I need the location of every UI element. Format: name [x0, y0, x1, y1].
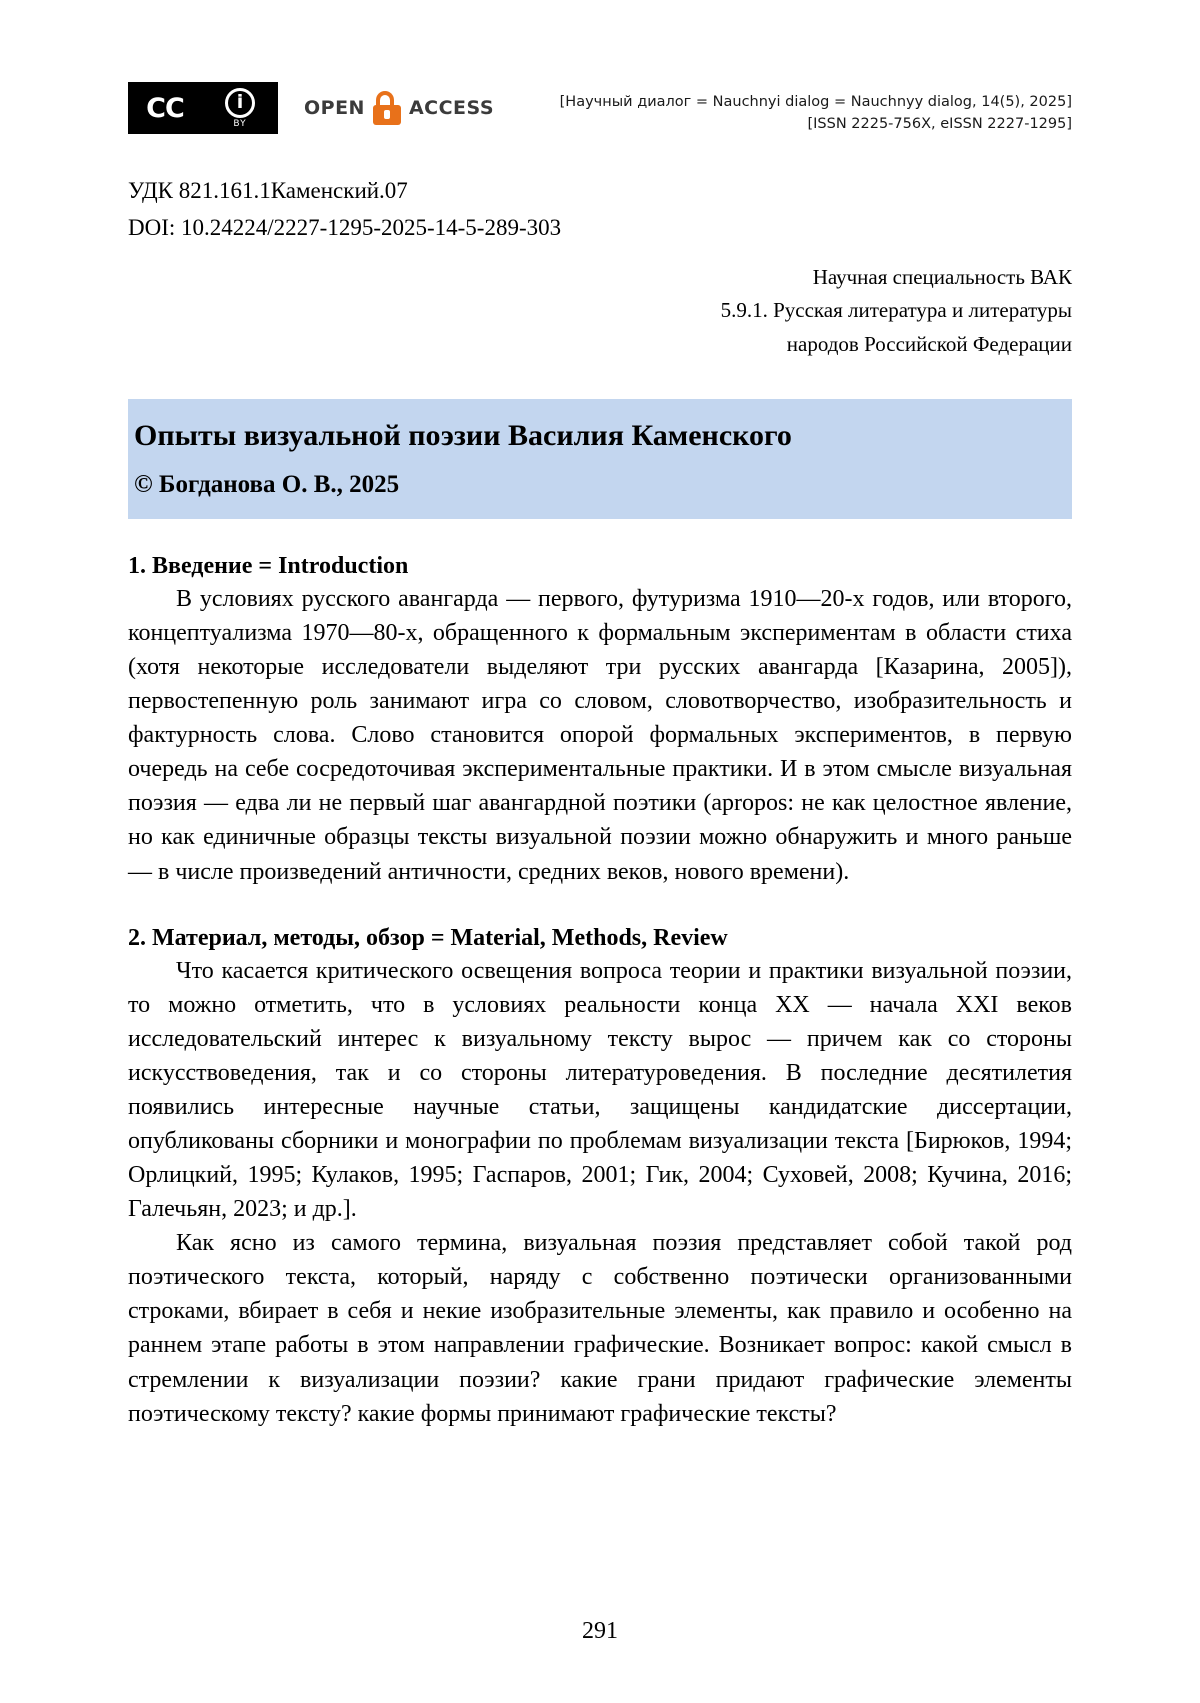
section-heading-introduction: 1. Введение = Introduction — [128, 552, 409, 579]
vak-line-3: народов Российской Федерации — [786, 331, 1072, 356]
creative-commons-icon — [128, 82, 278, 134]
journal-title-line: [Научный диалог = Nauchnyi dialog = Nauchnyy dialog, 14(5), 2025] — [559, 94, 1072, 110]
person-icon: i — [225, 88, 255, 118]
paragraph: Как ясно из самого термина, визуальная поэзия представляет собой такой род поэтического текста, который, наряду с собственно поэтически организованными строками, вбирает в себя и некие изобразительные элементы, как правило и особенно на раннем этапе работы в этом направлении графические. Возникает вопрос: какой смысл в стремлении к визуализации поэзии? какие грани придают графические элементы поэтическому тексту? какие формы принимают графические тексты? — [128, 1230, 1072, 1427]
paragraph: В условиях русского авангарда — первого, футуризма 1910—20-х годов, или второго, концептуализма 1970—80-х, обращенного к формальным экспериментам в области стиха (хотя некоторые исследователи выделяют три русских авангарда [Казарина, 2005]), первостепенную роль занимают игра со словом, словотворчество, изобразительность и фактурность слова. Слово становится опорой формальных экспериментов, в первую очередь на себе сосредоточивая экспериментальные практики. И в этом смысле визуальная поэзия — едва ли не первый шаг авангардной поэтики (apropos: не как целостное явление, но как единичные образцы тексты визуальной поэзии можно обнаружить и много раньше — в числе произведений античности, средних веков, нового времени). — [128, 585, 1072, 885]
page-number: 291 — [582, 1618, 618, 1644]
page-title: Опыты визуальной поэзии Василия Каменского — [134, 419, 792, 453]
vak-specialty — [128, 261, 1072, 362]
vak-line-1: Научная специальность ВАК — [812, 264, 1072, 289]
open-access-access-label: ACCESS — [408, 97, 495, 119]
license-badges — [128, 82, 494, 134]
vak-line-2: 5.9.1. Русская литература и литературы — [720, 298, 1072, 323]
doi-code: DOI: 10.24224/2227-1295-2025-14-5-289-303 — [128, 215, 562, 241]
paragraph: Что касается критического освещения вопроса теории и практики визуальной поэзии, то можно отметить, что в условиях реальности конца XX — начала XXI веков исследовательский интерес к визуальному тексту вырос — причем как со стороны искусствоведения, так и со стороны литературоведения. В последние десятилетия появились интересные научные статьи, защищены кандидатские диссертации, опубликованы сборники и монографии по проблемам визуализации текста [Бирюков, 1994; Орлицкий, 1995; Кулаков, 1995; Гаспаров, 2001; Гик, 2004; Суховей, 2008; Кучина, 2016; Галечьян, 2023; и др.]. — [128, 957, 1072, 1223]
section-material-methods-review — [128, 925, 1072, 1431]
journal-info — [560, 82, 1072, 136]
cc-by-label: BY — [233, 118, 247, 129]
cc-by-icon — [202, 82, 278, 134]
section-introduction — [128, 553, 1072, 889]
cc-mark-label: CC — [128, 82, 202, 134]
journal-issn-line: [ISSN 2225-756X, eISSN 2227-1295] — [807, 116, 1072, 133]
page-header — [128, 82, 1072, 136]
open-lock-icon — [372, 91, 402, 125]
section-heading-material-methods-review: 2. Материал, методы, обзор = Material, Methods, Review — [128, 924, 728, 951]
open-access-open-label: OPEN — [304, 97, 365, 119]
title-block — [128, 399, 1072, 519]
author-copyright: © Богданова О. В., 2025 — [134, 470, 400, 498]
udk-code: УДК 821.161.1Каменский.07 — [128, 177, 408, 203]
open-access-badge — [304, 91, 494, 125]
